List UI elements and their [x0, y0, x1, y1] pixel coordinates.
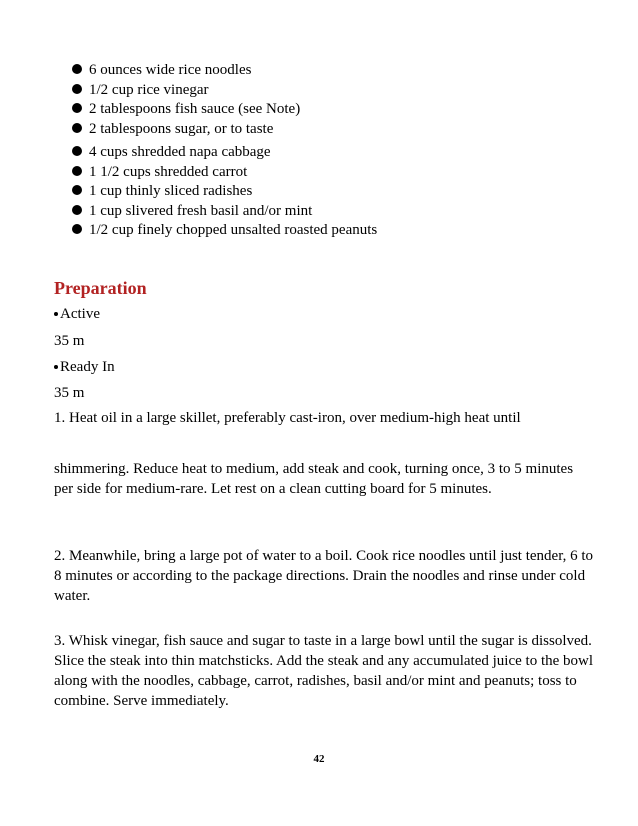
bullet-icon	[72, 146, 82, 156]
list-item: 2 tablespoons sugar, or to taste	[72, 120, 300, 140]
ready-in-label: Ready In	[54, 359, 115, 376]
list-item: 1 1/2 cups shredded carrot	[72, 163, 377, 183]
bullet-icon	[72, 166, 82, 176]
ingredient-list-2	[72, 143, 377, 241]
active-label: Active	[54, 306, 100, 323]
bullet-icon	[72, 185, 82, 195]
step-2: 2. Meanwhile, bring a large pot of water to a boil. Cook rice noodles until just tender, 6 to 8 minutes or according to the package directions. Drain the noodles and rinse under cold water.	[54, 548, 594, 604]
list-item: 2 tablespoons fish sauce (see Note)	[72, 100, 300, 120]
list-item: 1/2 cup finely chopped unsalted roasted peanuts	[72, 221, 377, 241]
bullet-icon	[72, 64, 82, 74]
bullet-icon	[54, 365, 58, 369]
bullet-icon	[72, 103, 82, 113]
preparation-heading: Preparation	[54, 278, 147, 298]
bullet-icon	[72, 224, 82, 234]
bullet-icon	[72, 84, 82, 94]
list-item: 1 cup thinly sliced radishes	[72, 182, 377, 202]
ready-in-value: 35 m	[54, 385, 85, 401]
step-1-first-line: 1. Heat oil in a large skillet, preferably cast-iron, over medium-high heat until	[54, 410, 521, 426]
ingredient-list-1	[72, 61, 300, 139]
step-3: 3. Whisk vinegar, fish sauce and sugar to taste in a large bowl until the sugar is dissolved. Slice the steak into thin matchsticks. Add the steak and any accumulated juice to the bowl along with the noodles, cabbage, carrot, radishes, basil and/or mint and peanuts; toss to combine. Serve immediately.	[54, 633, 594, 709]
list-item: 1 cup slivered fresh basil and/or mint	[72, 202, 377, 222]
list-item: 4 cups shredded napa cabbage	[72, 143, 377, 163]
bullet-icon	[54, 312, 58, 316]
page-number: 42	[313, 753, 325, 765]
bullet-icon	[72, 123, 82, 133]
step-1-continuation: shimmering. Reduce heat to medium, add steak and cook, turning once, 3 to 5 minutes per side for medium-rare. Let rest on a clean cutting board for 5 minutes.	[54, 461, 574, 497]
list-item: 1/2 cup rice vinegar	[72, 81, 300, 101]
bullet-icon	[72, 205, 82, 215]
active-value: 35 m	[54, 333, 85, 349]
list-item: 6 ounces wide rice noodles	[72, 61, 300, 81]
